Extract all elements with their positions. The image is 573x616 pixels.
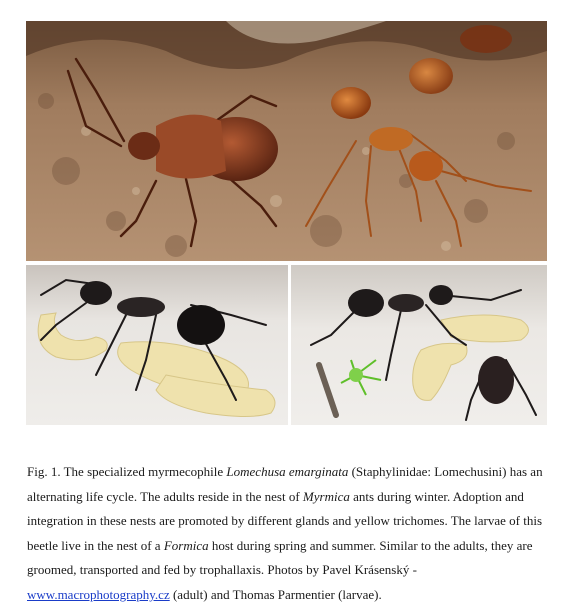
caption-text: (Staphylinidae: Lomechusini) has an alternating life cycle. The adults reside in the nest of (27, 464, 543, 504)
caption-text: host during spring and summer. Similar to the adults, they are groomed, transported and fed by trophallaxis. Photos by Pavel Krásenský - (27, 537, 533, 578)
formica-gaster (177, 305, 225, 345)
formica-head (80, 281, 112, 305)
caption-text: Fig. 1. The specialized myrmecophile (27, 464, 227, 479)
bg-ant-2 (409, 58, 453, 94)
beetle-elytra (156, 115, 226, 179)
photo-larvae-right-svg (291, 265, 547, 425)
caption-text: (adult) and Thomas Parmentier (larvae). (169, 586, 382, 602)
formica-thorax (117, 297, 165, 317)
photo-larvae-with-formica-right (291, 265, 547, 425)
photo-adult-beetle-with-myrmica (26, 21, 547, 261)
caption-genus-myrmica: Myrmica (302, 488, 350, 504)
photo-larvae-with-formica-left (26, 265, 288, 425)
bg-ant-1 (460, 25, 512, 53)
ant-thorax (369, 127, 413, 151)
photo-larvae-left-svg (26, 265, 288, 425)
ant-head (409, 151, 443, 181)
figure-caption (27, 460, 547, 608)
caption-text: ants during winter. Adoption and integration in these nests are promoted by different glands and yellow trichomes. The larvae of this beetle live in the nest of a (27, 488, 543, 553)
ant-gaster (331, 87, 371, 119)
photo-adult-svg (26, 21, 547, 261)
photographer-link[interactable]: www.macrophotography.cz (27, 586, 170, 602)
formica-thorax-1 (388, 294, 424, 312)
formica-ant-2 (478, 356, 514, 404)
caption-species: Lomechusa emarginata (226, 464, 349, 479)
formica-head-1 (429, 285, 453, 305)
beetle-head (128, 132, 160, 160)
mite-body (349, 368, 363, 382)
formica-gaster-1 (348, 289, 384, 317)
caption-genus-formica: Formica (163, 537, 209, 553)
